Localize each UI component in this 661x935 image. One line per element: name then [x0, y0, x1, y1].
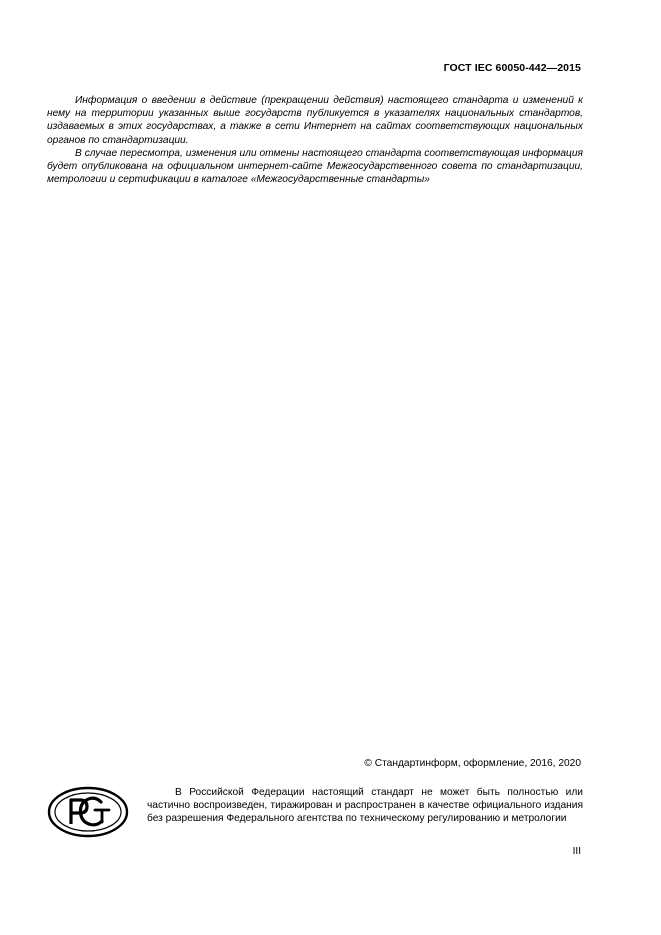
copyright-notice: © Стандартинформ, оформление, 2016, 2020	[364, 758, 581, 769]
info-paragraph-2: В случае пересмотра, изменения или отмены настоящего стандарта соответствующая информация будет опубликована на официальном интернет-сайте Межгосударственного совета по стандартизации, метрологии и сертификации в каталоге «Межгосударственные стандарты»	[47, 147, 583, 186]
page-number: III	[572, 846, 581, 857]
rf-notice-text: В Российской Федерации настоящий стандарт не может быть полностью или частично воспроизведен, тиражирован и распространен в качестве официального издания без разрешения Федерального агентства по техническому регулированию и метрологии	[147, 787, 583, 825]
rf-copyright-restriction-notice	[147, 786, 583, 826]
publication-info-block	[47, 94, 583, 186]
gost-r-certification-mark-icon	[47, 786, 129, 838]
info-paragraph-1: Информация о введении в действие (прекращении действия) настоящего стандарта и изменений к нему на территории указанных выше государств публикуется в указателях национальных стандартов, издаваемых в этих государствах, а также в сети Интернет на сайтах соответствующих национальных органов по стандартизации.	[47, 95, 583, 146]
standard-code-header: ГОСТ IEC 60050-442—2015	[443, 62, 581, 74]
